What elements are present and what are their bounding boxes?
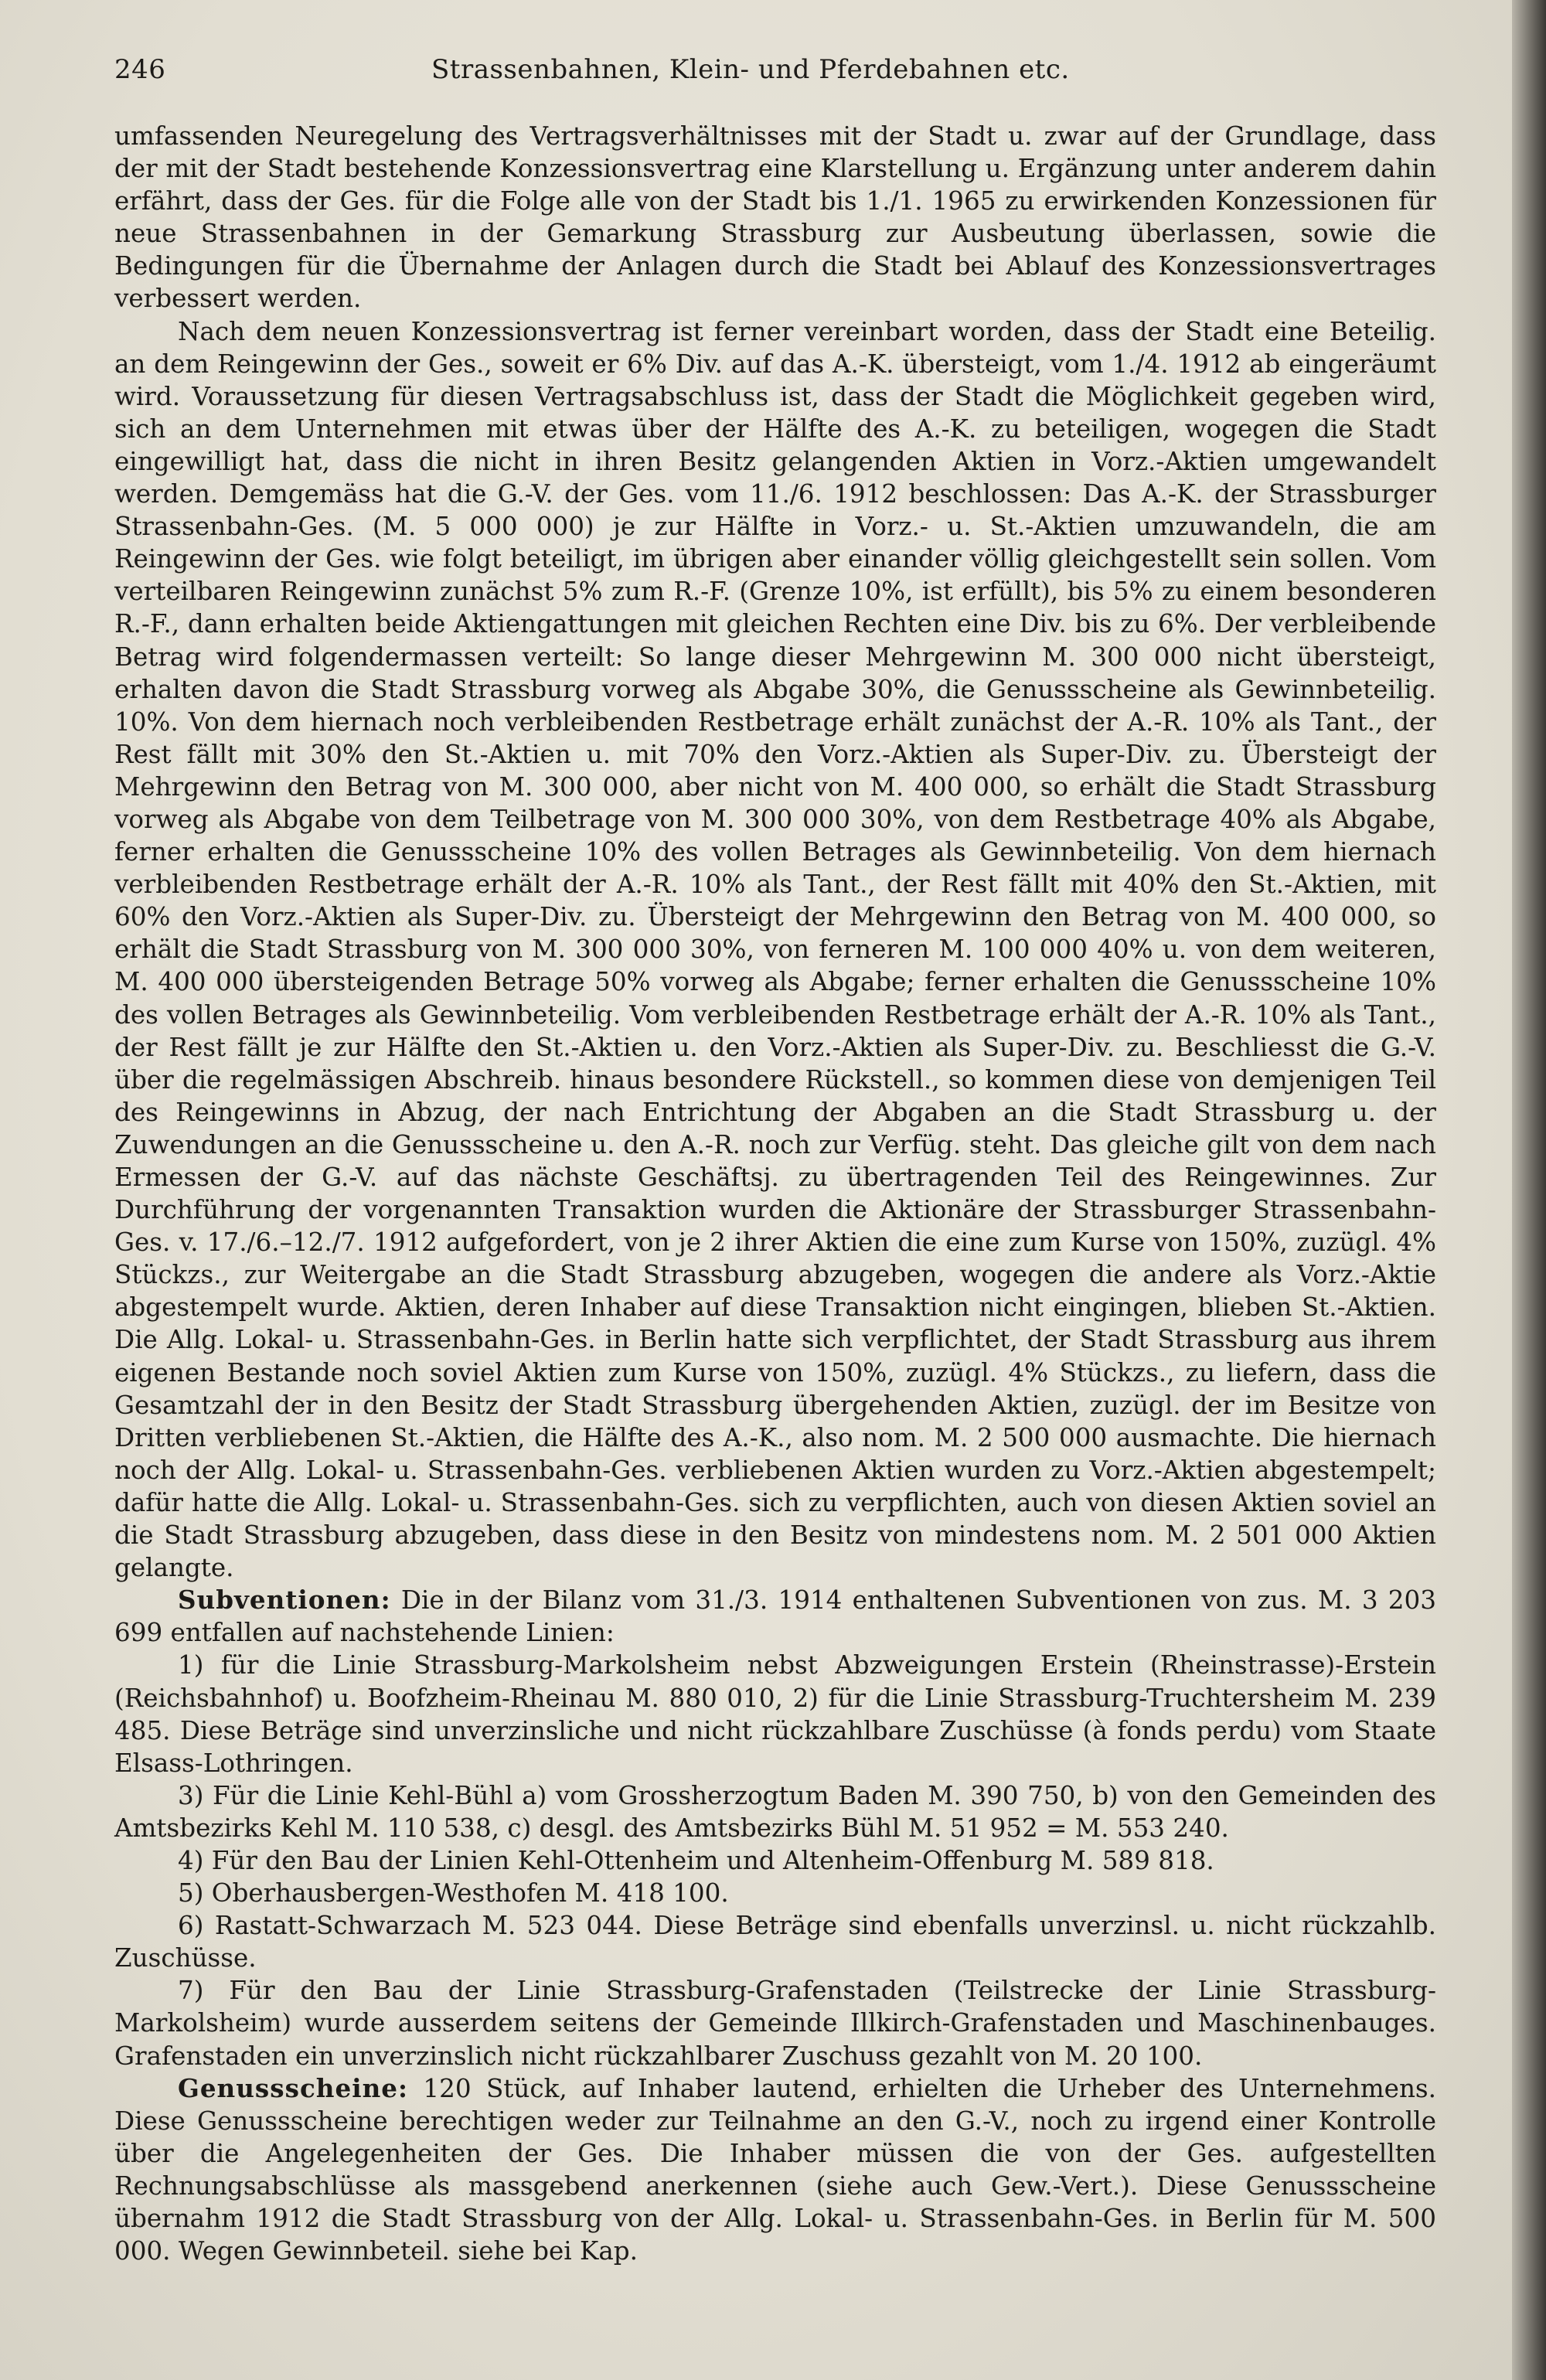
page-number: 246 <box>114 54 166 85</box>
paragraph-text: 7) Für den Bau der Linie Strassburg-Grafenstaden (Teilstrecke der Linie Strassburg-Markolsheim) wurde ausserdem seitens der Gemeinde Illkirch-Grafenstaden und Maschinenbauges. Grafenstaden ein unverzinslich nicht rückzahlbarer Zuschuss gezahlt von M. 20 100. <box>114 1976 1436 2071</box>
body-text <box>114 120 1436 2267</box>
paragraph-genussscheine <box>114 2072 1436 2268</box>
section-label: Subventionen: <box>178 1585 391 1616</box>
paragraph <box>114 120 1436 315</box>
paragraph-text: 6) Rastatt-Schwarzach M. 523 044. Diese Beträge sind ebenfalls unverzinsl. u. nicht rückzahlb. Zuschüsse. <box>114 1911 1436 1973</box>
running-header <box>114 54 1444 100</box>
paragraph-text: 4) Für den Bau der Linien Kehl-Ottenheim und Altenheim-Offenburg M. 589 818. <box>178 1845 1214 1875</box>
paragraph <box>114 315 1436 1585</box>
paragraph-text: 120 Stück, auf Inhaber lautend, erhielten die Urheber des Unternehmens. Diese Genussscheine berechtigen weder zur Teilnahme an den G.-V., noch zu irgend einer Kontrolle über die Angelegenheiten der Ges. Die Inhaber müssen die von der Ges. aufgestellten Rechnungsabschlüsse als massgebend anerkennen (siehe auch Gew.-Vert.). Diese Genussscheine übernahm 1912 die Stadt Strassburg von der Allg. Lokal- u. Strassenbahn-Ges. in Berlin für M. 500 000. Wegen Gewinnbeteil. siehe bei Kap. <box>114 2073 1436 2266</box>
paragraph-text: umfassenden Neuregelung des Vertragsverhältnisses mit der Stadt u. zwar auf der Grundlage, dass der mit der Stadt bestehende Konzessionsvertrag eine Klarstellung u. Ergänzung unter anderem dahin erfährt, dass der Ges. für die Folge alle von der Stadt bis 1./1. 1965 zu erwirkenden Konzessionen für neue Strassenbahnen in der Gemarkung Strassburg zur Ausbeutung überlassen, sowie die Bedingungen für die Übernahme der Anlagen durch die Stadt bei Ablauf des Konzessionsvertrages verbessert werden. <box>114 121 1436 314</box>
paragraph-text: 3) Für die Linie Kehl-Bühl a) vom Grossherzogtum Baden M. 390 750, b) von den Gemeinden des Amtsbezirks Kehl M. 110 538, c) desgl. des Amtsbezirks Bühl M. 51 952 = M. 553 240. <box>114 1780 1436 1843</box>
list-item <box>114 1649 1436 1779</box>
list-item <box>114 1974 1436 2072</box>
section-label: Genussscheine: <box>178 2072 409 2103</box>
paragraph-subventionen <box>114 1584 1436 1649</box>
list-item <box>114 1909 1436 1974</box>
list-item <box>114 1844 1436 1877</box>
paragraph-text: Die in der Bilanz vom 31./3. 1914 enthaltenen Subventionen von zus. M. 3 203 699 entfallen auf nachstehende Linien: <box>114 1585 1436 1648</box>
list-item <box>114 1877 1436 1909</box>
running-title: Strassenbahnen, Klein- und Pferdebahnen etc. <box>431 54 1070 85</box>
paragraph-text: Nach dem neuen Konzessionsvertrag ist ferner vereinbart worden, dass der Stadt eine Beteilig. an dem Reingewinn der Ges., soweit er 6% Div. auf das A.-K. übersteigt, vom 1./4. 1912 ab eingeräumt wird. Voraussetzung für diesen Vertragsabschluss ist, dass der Stadt die Möglichkeit gegeben wird, sich an dem Unternehmen mit etwas über der Hälfte des A.-K. zu beteiligen, wogegen die Stadt eingewilligt hat, dass die nicht in ihren Besitz gelangenden Aktien in Vorz.-Aktien umgewandelt werden. Demgemäss hat die G.-V. der Ges. vom 11./6. 1912 beschlossen: Das A.-K. der Strassburger Strassenbahn-Ges. (M. 5 000 000) je zur Hälfte in Vorz.- u. St.-Aktien umzuwandeln, die am Reingewinn der Ges. wie folgt beteiligt, im übrigen aber einander völlig gleichgestellt sein sollen. Vom verteilbaren Reingewinn zunächst 5% zum R.-F. (Grenze 10%, ist erfüllt), bis 5% zu einem besonderen R.-F., dann erhalten beide Aktiengattungen mit gleichen Rechten eine Div. bis zu 6%. Der verbleibende Betrag wird folgendermassen verteilt: So lange dieser Mehrgewinn M. 300 000 nicht übersteigt, erhalten davon die Stadt Strassburg vorweg als Abgabe 30%, die Genussscheine als Gewinnbeteilig. 10%. Von dem hiernach noch verbleibenden Restbetrage erhält zunächst der A.-R. 10% als Tant., der Rest fällt mit 30% den St.-Aktien u. mit 70% den Vorz.-Aktien als Super-Div. zu. Übersteigt der Mehrgewinn den Betrag von M. 300 000, aber nicht von M. 400 000, so erhält die Stadt Strassburg vorweg als Abgabe von dem Teilbetrage von M. 300 000 30%, von dem Restbetrage 40% als Abgabe, ferner erhalten die Genussscheine 10% des vollen Betrages als Gewinnbeteilig. Von dem hiernach verbleibenden Restbetrage erhält der A.-R. 10% als Tant., der Rest fällt mit 40% den St.-Aktien, mit 60% den Vorz.-Aktien als Super-Div. zu. Übersteigt der Mehrgewinn den Betrag von M. 400 000, so erhält die Stadt Strassburg von M. 300 000 30%, von ferneren M. 100 000 40% u. von dem weiteren, M. 400 000 übersteigenden Betrage 50% vorweg als Abgabe; ferner erhalten die Genussscheine 10% des vollen Betrages als Gewinnbeteilig. Vom verbleibenden Restbetrage erhält der A.-R. 10% als Tant., der Rest fällt je zur Hälfte den St.-Aktien u. den Vorz.-Aktien als Super-Div. zu. Beschliesst die G.-V. über die regelmässigen Abschreib. hinaus besondere Rückstell., so kommen diese von demjenigen Teil des Reingewinns in Abzug, der nach Entrichtung der Abgaben an die Stadt Strassburg u. der Zuwendungen an die Genussscheine u. den A.-R. noch zur Verfüg. steht. Das gleiche gilt von dem nach Ermessen der G.-V. auf das nächste Geschäftsj. zu übertragenden Teil des Reingewinnes. Zur Durchführung der vorgenannten Transaktion wurden die Aktionäre der Strassburger Strassenbahn-Ges. v. 17./6.–12./7. 1912 aufgefordert, von je 2 ihrer Aktien die eine zum Kurse von 150%, zuzügl. 4% Stückzs., zur Weitergabe an die Stadt Strassburg abzugeben, wogegen die andere als Vorz.-Aktie abgestempelt wurde. Aktien, deren Inhaber auf diese Transaktion nicht eingingen, blieben St.-Aktien. Die Allg. Lokal- u. Strassenbahn-Ges. in Berlin hatte sich verpflichtet, der Stadt Strassburg aus ihrem eigenen Bestande noch soviel Aktien zum Kurse von 150%, zuzügl. 4% Stückzs., zu liefern, dass die Gesamtzahl der in den Besitz der Stadt Strassburg übergehenden Aktien, zuzügl. der im Besitze von Dritten verbliebenen St.-Aktien, die Hälfte des A.-K., also nom. M. 2 500 000 ausmachte. Die hiernach noch der Allg. Lokal- u. Strassenbahn-Ges. verbliebenen Aktien wurden zu Vorz.-Aktien abgestempelt; dafür hatte die Allg. Lokal- u. Strassenbahn-Ges. sich zu verpflichten, auch von diesen Aktien soviel an die Stadt Strassburg abzugeben, dass diese in den Besitz von mindestens nom. M. 2 501 000 Aktien gelangte. <box>114 316 1436 1583</box>
list-item <box>114 1779 1436 1844</box>
paragraph-text: 5) Oberhausbergen-Westhofen M. 418 100. <box>178 1878 729 1908</box>
page-edge-shadow <box>1512 0 1546 2380</box>
paragraph-text: 1) für die Linie Strassburg-Markolsheim nebst Abzweigungen Erstein (Rheinstrasse)-Erstein (Reichsbahnhof) u. Boofzheim-Rheinau M. 880 010, 2) für die Linie Strassburg-Truchtersheim M. 239 485. Diese Beträge sind unverzinsliche und nicht rückzahlbare Zuschüsse (à fonds perdu) vom Staate Elsass-Lothringen. <box>114 1650 1436 1778</box>
